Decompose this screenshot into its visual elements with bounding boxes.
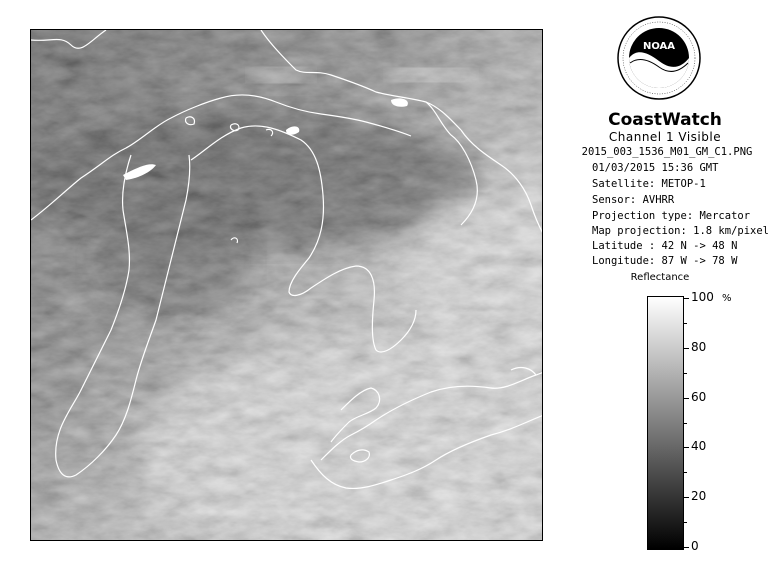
satellite-image [30, 29, 543, 541]
projection-type-info: Projection type: Mercator [592, 210, 751, 222]
satellite-map-svg [31, 30, 543, 541]
satellite-info: Satellite: METOP-1 [592, 178, 706, 190]
colorbar-tick [684, 398, 689, 399]
colorbar-tick [684, 547, 689, 548]
image-filename: 2015_003_1536_M01_GM_C1.PNG [581, 146, 753, 158]
map-resolution-info: Map projection: 1.8 km/pixel [592, 225, 770, 237]
colorbar-minor-tick [684, 522, 687, 523]
colorbar-minor-tick [684, 472, 687, 473]
colorbar-tick-label: 80 [691, 339, 707, 354]
colorbar-minor-tick [684, 423, 687, 424]
colorbar-tick-label: 0 [691, 539, 699, 553]
colorbar-tick [684, 447, 689, 448]
colorbar-tick [684, 298, 689, 299]
noaa-logo [616, 15, 702, 101]
colorbar-tick-label: 20 [691, 489, 707, 504]
colorbar-tick-label: 40 [691, 439, 707, 454]
colorbar-tick-label: 100 [691, 290, 714, 304]
brand-title: CoastWatch [608, 110, 722, 130]
channel-subtitle: Channel 1 Visible [608, 130, 722, 144]
colorbar-tick [684, 497, 689, 498]
reflectance-colorbar [647, 296, 684, 550]
latitude-info: Latitude : 42 N -> 48 N [592, 240, 738, 252]
longitude-info: Longitude: 87 W -> 78 W [592, 255, 738, 267]
colorbar-tick-label: 60 [691, 389, 707, 404]
colorbar-minor-tick [684, 373, 687, 374]
sensor-info: Sensor: AVHRR [592, 194, 675, 206]
acquisition-datetime: 01/03/2015 15:36 GMT [592, 162, 719, 174]
legend-unit: % [722, 293, 732, 304]
logo-center-text: NOAA [642, 41, 676, 52]
colorbar-minor-tick [684, 323, 687, 324]
legend-title: Reflectance [630, 272, 690, 283]
colorbar-tick [684, 348, 689, 349]
